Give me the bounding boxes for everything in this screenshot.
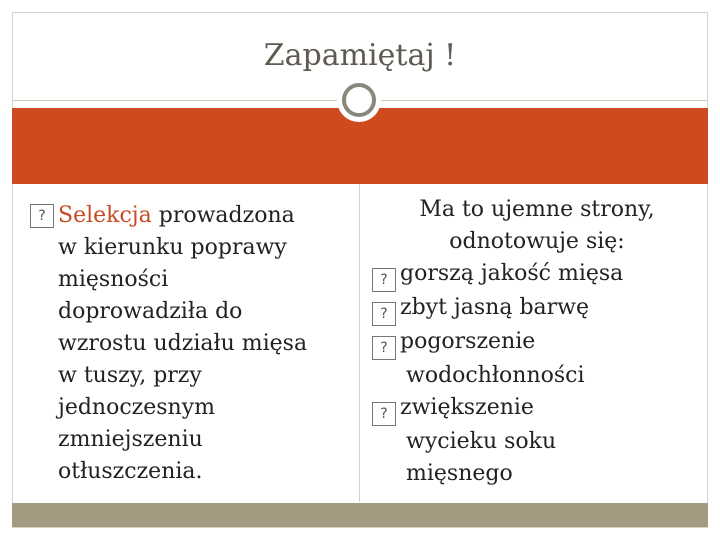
bullet-icon: ? <box>372 268 396 292</box>
right-item-text: zbyt jasną barwę <box>400 295 590 320</box>
left-column <box>30 200 350 488</box>
right-item-text: gorszą jakość mięsa <box>400 261 624 286</box>
right-item-text: wycieku soku <box>406 429 557 454</box>
left-line: mięsności <box>58 267 169 292</box>
right-heading-line: odnotowuje się: <box>449 229 625 254</box>
right-item-text: pogorszenie <box>400 329 536 354</box>
column-divider <box>359 184 360 502</box>
right-heading-line: Ma to ujemne strony, <box>419 197 655 222</box>
bullet-icon: ? <box>372 302 396 326</box>
slide-title: Zapamiętaj ! <box>263 38 457 73</box>
left-line: doprowadziła do <box>58 299 243 324</box>
right-column <box>372 194 702 490</box>
bullet-icon: ? <box>372 402 396 426</box>
left-line: jednoczesnym <box>58 395 216 420</box>
left-line: wzrostu udziału mięsa <box>58 331 308 356</box>
left-bullet <box>30 200 350 232</box>
left-line: otłuszczenia. <box>58 459 203 484</box>
footer-band <box>12 503 708 527</box>
left-line: w kierunku poprawy <box>58 235 287 260</box>
right-bullet <box>372 326 702 392</box>
left-line: zmniejszeniu <box>58 427 203 452</box>
right-bullet <box>372 392 702 490</box>
first-line-text: prowadzona <box>151 203 295 228</box>
right-item-text: mięsnego <box>406 461 513 486</box>
bullet-icon: ? <box>30 204 54 228</box>
highlight-term: Selekcja <box>58 203 152 228</box>
left-line: w tuszy, przy <box>58 363 202 388</box>
right-bullet <box>372 292 702 326</box>
right-item-text: wodochłonności <box>406 363 585 388</box>
right-bullet <box>372 258 702 292</box>
bullet-icon: ? <box>372 336 396 360</box>
right-item-text: zwiększenie <box>400 395 534 420</box>
ring-ornament <box>337 78 381 122</box>
